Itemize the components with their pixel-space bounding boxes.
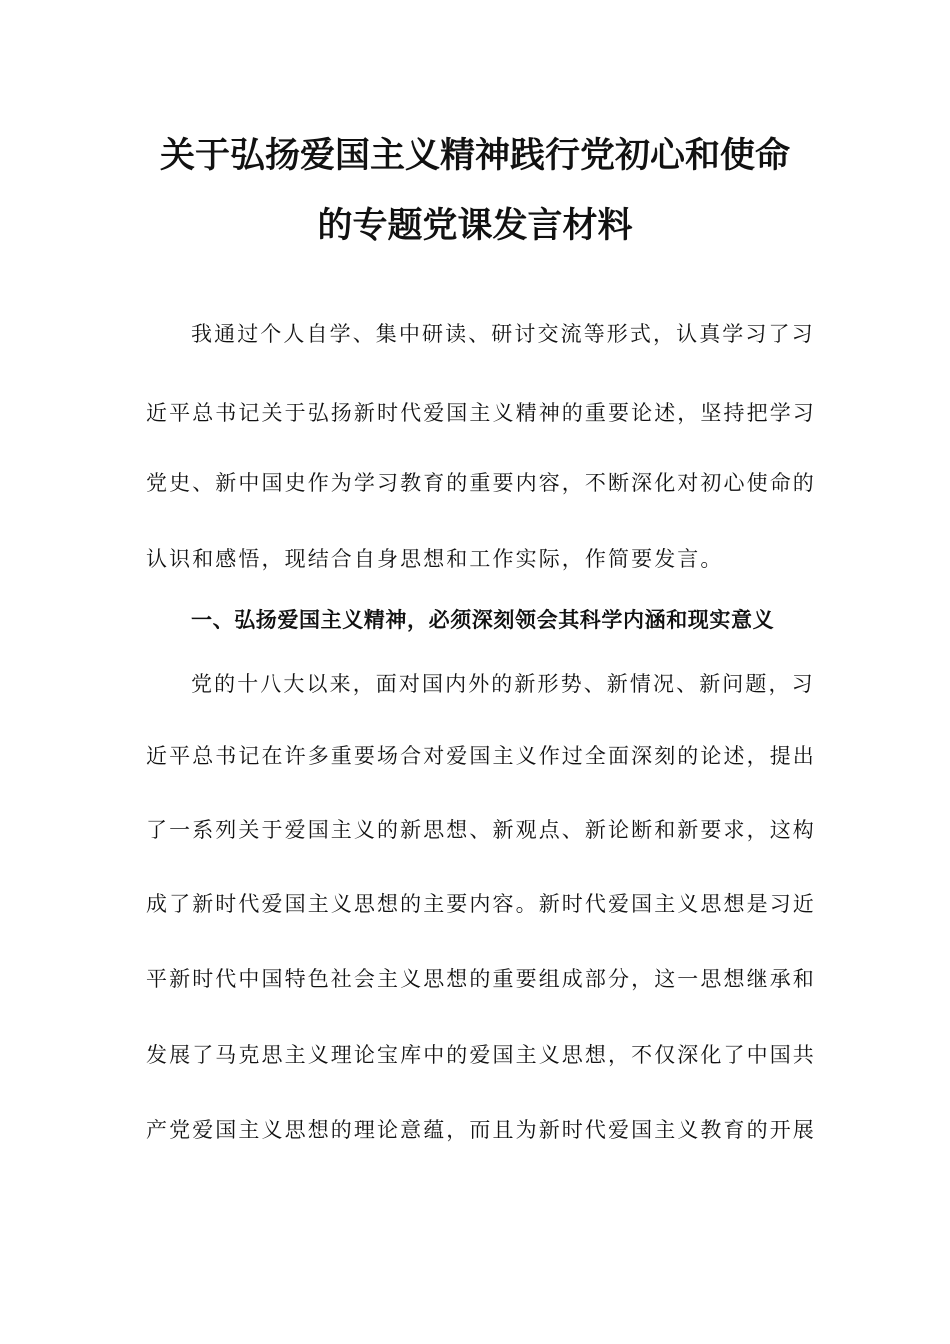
document-title-line-2: 的专题党课发言材料 (317, 205, 633, 246)
paragraph-line: 近平总书记关于弘扬新时代爱国主义精神的重要论述，坚持把学习 (146, 401, 816, 425)
paragraph-line: 党的十八大以来，面对国内外的新形势、新情况、新问题，习 (191, 672, 815, 696)
paragraph-line: 我通过个人自学、集中研读、研讨交流等形式，认真学习了习 (191, 322, 815, 346)
paragraph-line: 近平总书记在许多重要场合对爱国主义作过全面深刻的论述，提出 (146, 744, 816, 768)
paragraph-line: 成了新时代爱国主义思想的主要内容。新时代爱国主义思想是习近 (146, 892, 816, 916)
paragraph-line: 认识和感悟，现结合自身思想和工作实际，作简要发言。 (146, 547, 724, 571)
section-heading: 一、弘扬爱国主义精神，必须深刻领会其科学内涵和现实意义 (191, 608, 775, 632)
document-title-line-1: 关于弘扬爱国主义精神践行党初心和使命 (159, 135, 790, 176)
paragraph-line: 了一系列关于爱国主义的新思想、新观点、新论断和新要求，这构 (146, 818, 816, 842)
paragraph-line: 平新时代中国特色社会主义思想的重要组成部分，这一思想继承和 (146, 967, 816, 991)
paragraph-line: 发展了马克思主义理论宝库中的爱国主义思想，不仅深化了中国共 (146, 1043, 816, 1067)
paragraph-line: 党史、新中国史作为学习教育的重要内容，不断深化对初心使命的 (146, 471, 816, 495)
paragraph-line: 产党爱国主义思想的理论意蕴，而且为新时代爱国主义教育的开展 (146, 1118, 816, 1142)
